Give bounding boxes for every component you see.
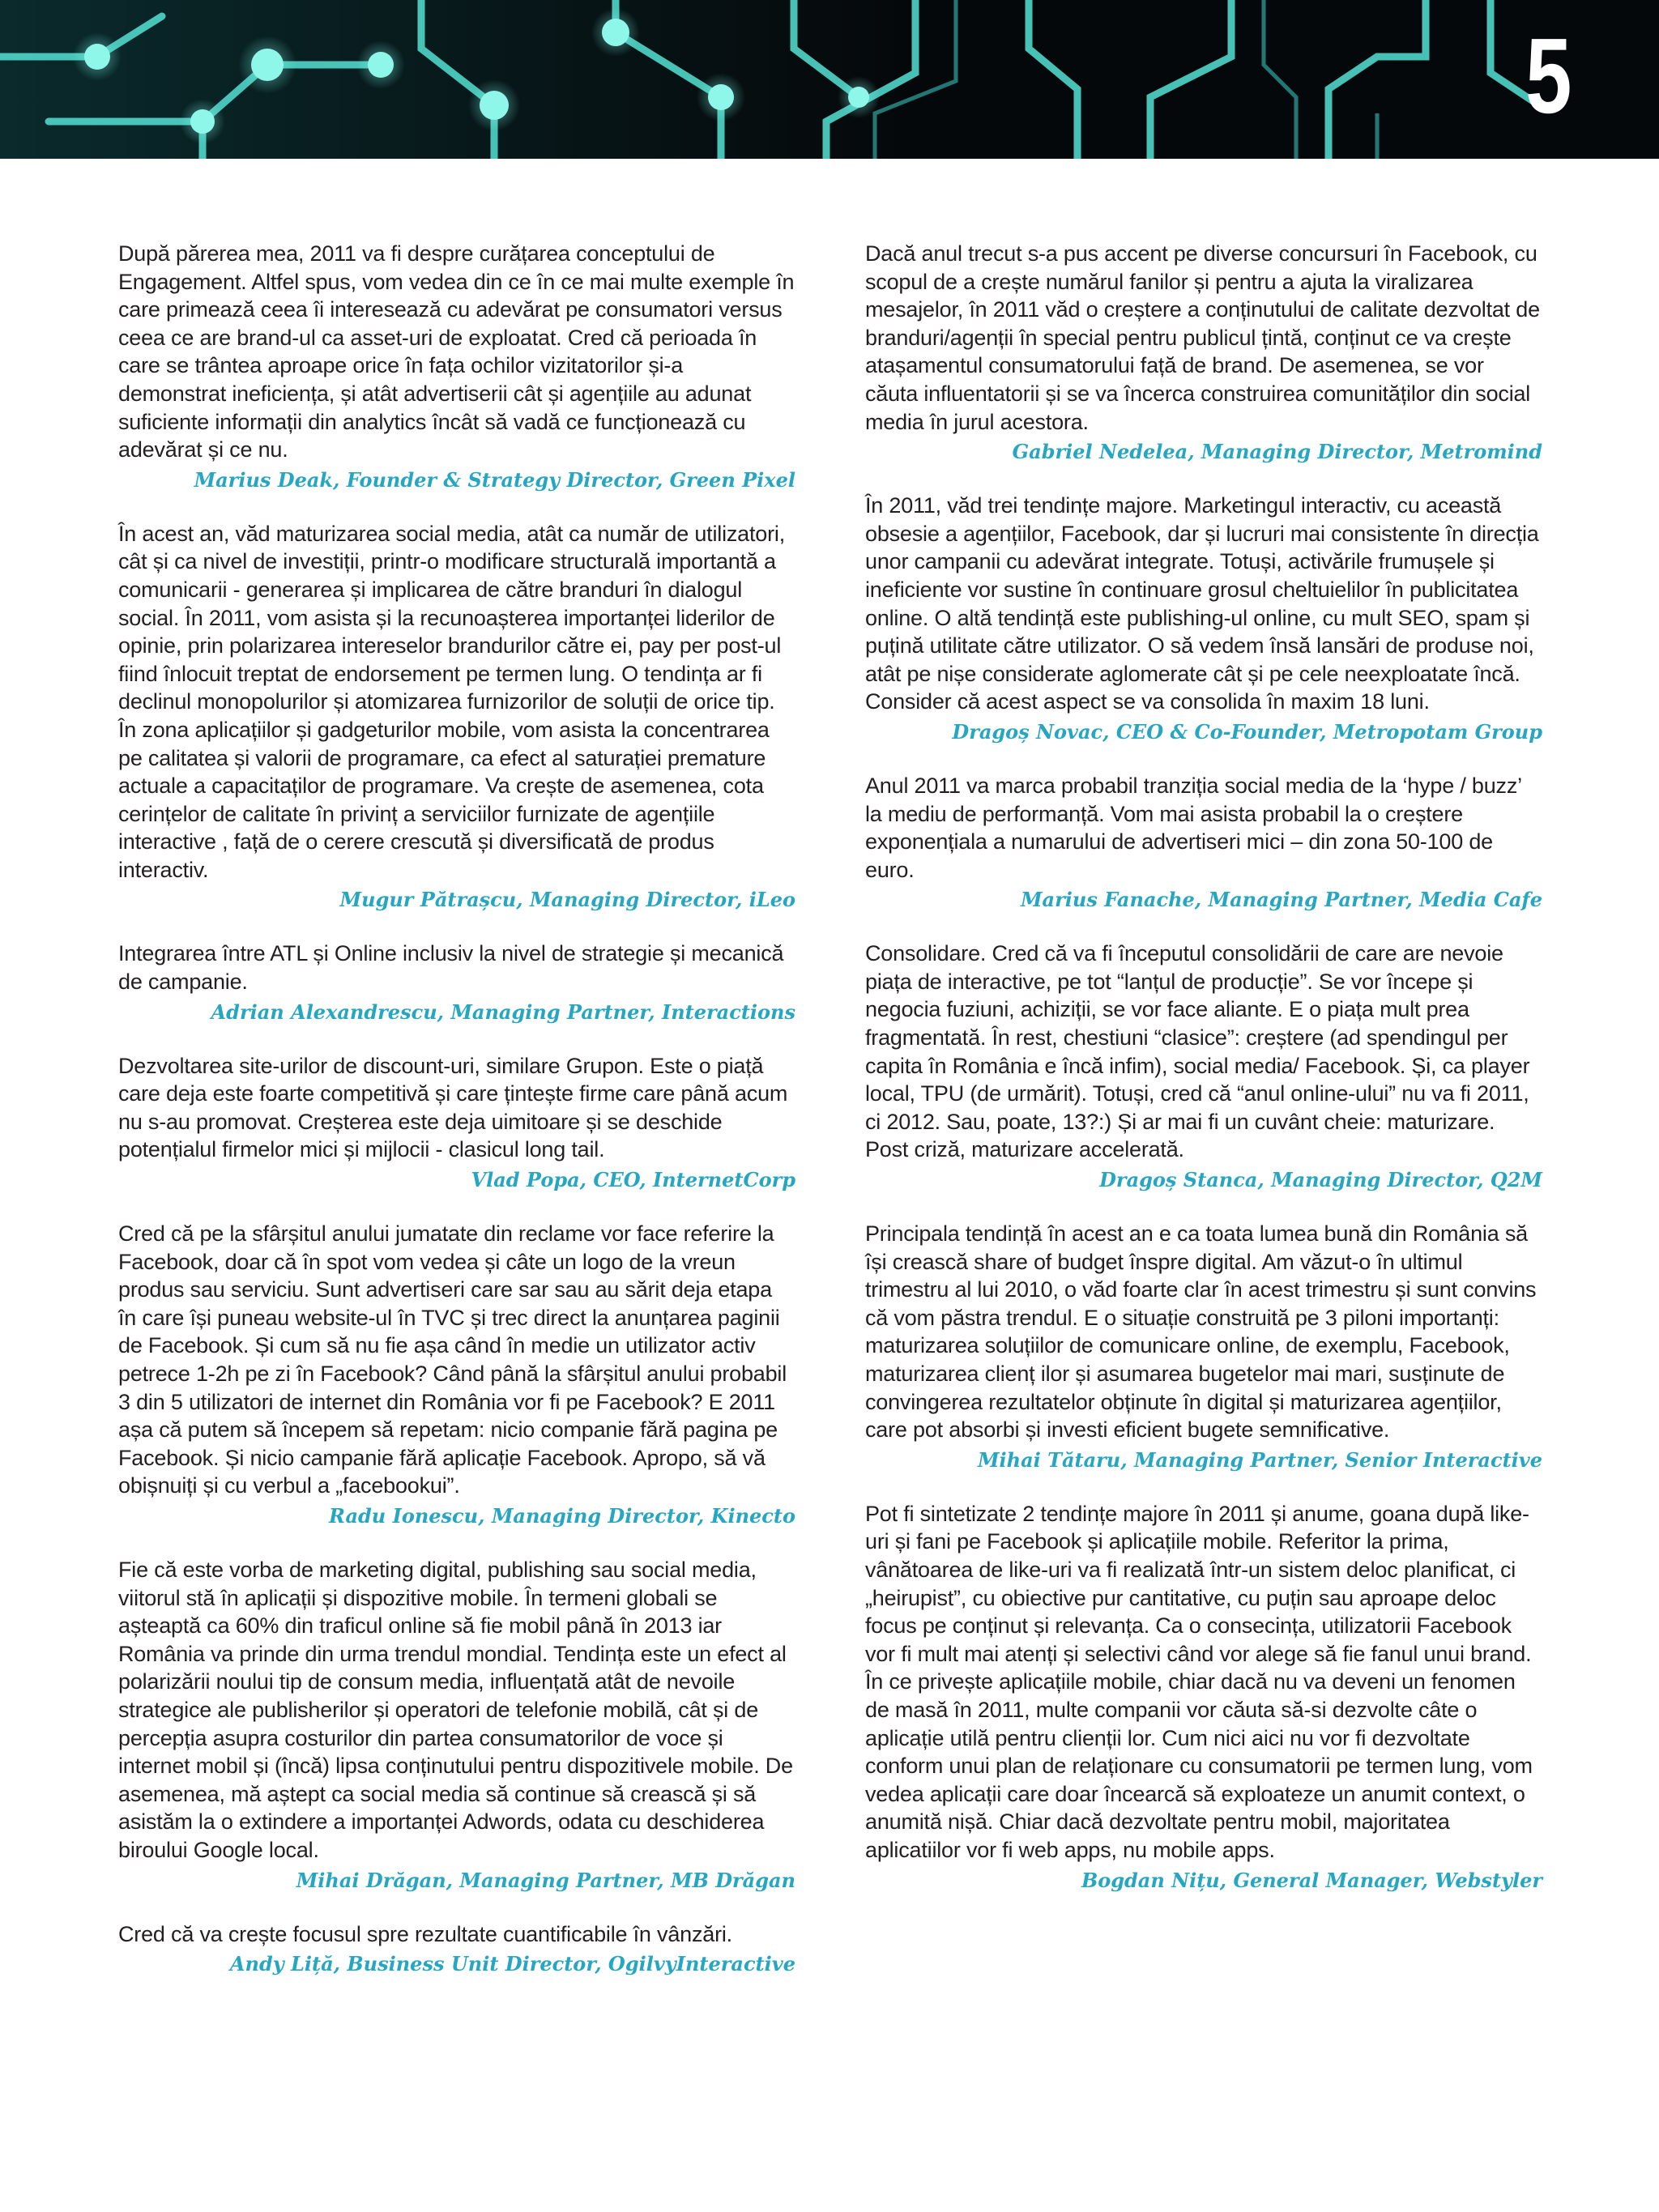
quote-block bbox=[865, 940, 1542, 1194]
left-column bbox=[118, 240, 795, 2004]
quote-author: Andy Liță, Business Unit Director, OgilvyInteractive bbox=[229, 1952, 795, 1976]
quote-author: Marius Deak, Founder & Strategy Director, Green Pixel bbox=[194, 467, 795, 492]
quote-block bbox=[865, 772, 1542, 914]
quote-text: Anul 2011 va marca probabil tranziția social media de la ‘hype / buzz’ la mediu de performanță. Vom mai asista probabil la o creștere exponențiala a numarului de advertiseri mici – din zona 50-100 de euro. bbox=[865, 773, 1521, 882]
quote-text: Consolidare. Cred că va fi începutul consolidării de care are nevoie piața de interactive, pe tot “lanțul de producție”. Se vor începe și negocia fuziuni, achiziții, se vor face aliante. E o piața mult prea fragmentată. În rest, chestiuni “clasice”: creștere (ad spendingul per capita în România e încă infim), social media/ Facebook. Și, ca player local, TPU (de urmărit). Totuși, cred că “anul online-ului” nu va fi 2011, ci 2012. Sau, poate, 13?:) Și ar mai fi un cuvânt cheie: maturizare. Post criză, maturizare accelerată. bbox=[865, 941, 1530, 1162]
quote-text: Cred că va crește focusul spre rezultate cuantificabile în vânzări. bbox=[118, 1921, 732, 1946]
page-number: 5 bbox=[1525, 16, 1572, 135]
quote-text: Dezvoltarea site-urilor de discount-uri, similare Grupon. Este o piață care deja este foarte competitivă și care țintește firme care până acum nu s-au promovat. Creșterea este deja uimitoare și se deschide potențialul firmelor mici și mijlocii - clasicul long tail. bbox=[118, 1053, 788, 1162]
quote-text: Dacă anul trecut s-a pus accent pe diverse concursuri în Facebook, cu scopul de a crește numărul fanilor și pentru a ajuta la viralizarea mesajelor, în 2011 văd o creștere a conținutului de calitate dezvoltat de branduri/agenții în special pentru publicul țintă, conținut ce va crește atașamentul consumatorului față de brand. De asemenea, se vor căuta influentatorii și se va încerca construirea comunităților din social media în jurul acestora. bbox=[865, 241, 1540, 434]
quote-block bbox=[118, 240, 795, 494]
quote-author: Gabriel Nedelea, Managing Director, Metromind bbox=[1012, 440, 1542, 464]
quote-text: Integrarea între ATL și Online inclusiv la nivel de strategie și mecanică de campanie. bbox=[118, 941, 784, 995]
quote-author: Vlad Popa, CEO, InternetCorp bbox=[471, 1168, 795, 1192]
quote-text: Pot fi sintetizate 2 tendințe majore în 2011 și anume, goana după like-uri și fani pe Facebook și aplicațiile mobile. Referitor la prima, vânătoarea de like-uri va fi realizată într-un sistem deloc planificat, ci „heirupist”, cu obiective pur cantitative, cu puțin sau aproape deloc focus pe conținut și relevanța. Ca o consecința, utilizatorii Facebook vor fi mult mai atenți și selectivi când vor alege să fie fanul unui brand. În ce privește aplicațiile mobile, chiar dacă nu va deveni un fenomen de masă în 2011, multe companii vor căuta să-si dezvolte câte o aplicație utilă pentru clienții lor. Cum nici aici nu vor fi dezvoltate conform unui plan de relaționare cu consumatorii pe termen lung, vom vedea aplicații care doar încearcă să exploateze un anumit context, o anumită nișă. Chiar dacă dezvoltate pentru mobil, majoritatea aplicatiilor vor fi web apps, nu mobile apps. bbox=[865, 1501, 1533, 1862]
quote-block bbox=[118, 1220, 795, 1530]
quote-block bbox=[118, 1052, 795, 1194]
quote-text: După părerea mea, 2011 va fi despre curățarea conceptului de Engagement. Altfel spus, vom vedea din ce în ce mai multe exemple în care primează ceea îi interesează cu adevărat pe consumatori versus ceea ce are brand-ul ca asset-uri de exploatat. Cred că perioada în care se trântea aproape orice în fața ochilor vizitatorilor și-a demonstrat ineficiența, și atât advertiserii cât și agențiile au adunat suficiente informații din analytics încât să vadă ce funcționează cu adevărat și ce nu. bbox=[118, 241, 795, 462]
quote-text: Cred că pe la sfârșitul anului jumatate din reclame vor face referire la Facebook, doar că în spot vom vedea și câte un logo de la vreun produs sau serviciu. Sunt advertiseri care sar sau au sărit deja etapa în care își puneau website-ul în TVC și trec direct la anunțarea paginii de Facebook. Și cum să nu fie așa când în medie un utilizator activ petrece 1-2h pe zi în Facebook? Când până la sfârșitul anului probabil 3 din 5 utilizatori de internet din România vor fi pe Facebook? E 2011 așa că putem să începem să repetam: nicio companie fără pagina pe Facebook. Și nicio campanie fără aplicație Facebook. Apropo, să vă obișnuiți și cu verbul a „facebookui”. bbox=[118, 1221, 787, 1498]
quote-author: Mihai Tătaru, Managing Partner, Senior Interactive bbox=[977, 1447, 1542, 1472]
quote-block bbox=[865, 240, 1542, 466]
quote-text: Principala tendință în acest an e ca toata lumea bună din România să își crească share of budget înspre digital. Am văzut-o în ultimul trimestru al lui 2010, o văd foarte clar în acest trimestru și sunt convins că vom păstra trendul. E o situație construită pe 3 piloni importanți: maturizarea soluțiilor de comunicare online, de exemplu, Facebook, maturizarea clienț ilor și asumarea bugetelor mai mari, susținute de convingerea rezultatelor obținute în digital și maturizarea agențiilor, care pot absorbi și investi eficient bugete semnificative. bbox=[865, 1221, 1537, 1443]
quote-block bbox=[118, 940, 795, 1025]
quote-block bbox=[865, 492, 1542, 746]
quote-block bbox=[865, 1220, 1542, 1474]
quote-author: Dragoș Novac, CEO & Co-Founder, Metropotam Group bbox=[952, 719, 1542, 744]
header-banner bbox=[0, 0, 1659, 159]
quote-block bbox=[118, 1920, 795, 1979]
quote-text: În acest an, văd maturizarea social media, atât ca număr de utilizatori, cât și ca nivel de investiții, printr-o modificare structurală importantă a comunicarii - generarea și implicarea de către branduri în dialogul social. În 2011, vom asista și la recunoașterea importanței liderilor de opinie, prin polarizarea intereselor brandurilor către ei, pay per post-ul fiind înlocuit treptat de endorsement pe termen lung. O tendința ar fi declinul monopolurilor și atomizarea furnizorilor de soluții de orice tip. În zona aplicațiilor și gadgeturilor mobile, vom asista la concentrarea pe calitatea și valorii de programare, ca efect al saturației premature actuale a capacitaților de programare. Va crește de asemenea, cota cerințelor de calitate în privinț a serviciilor furnizate de agențiile interactive , față de o cerere crescută și diversificată de produs interactiv. bbox=[118, 521, 786, 882]
quote-block bbox=[118, 520, 795, 914]
quote-author: Marius Fanache, Managing Partner, Media Cafe bbox=[1020, 888, 1542, 912]
circuit-board-graphic bbox=[0, 0, 1659, 159]
quote-text: Fie că este vorba de marketing digital, publishing sau social media, viitorul stă în aplicații și dispozitive mobile. În termeni globali se așteaptă ca 60% din traficul online să fie mobil până în 2013 iar România va prinde din urma trendul mondial. Tendința este un efect al polarizării noului tip de consum media, influențată atât de nevoile strategice ale publisherilor și operatori de telefonie mobilă, cât și de percepția asupra costurilor din partea consumatorilor de voce și internet mobil și (încă) lipsa conținutului pentru dispozitivele mobile. De asemenea, mă aștept ca social media să continue să crească și să asistăm la o extindere a importanței Adwords, odata cu deschiderea biroului Google local. bbox=[118, 1557, 793, 1862]
quote-author: Bogdan Nițu, General Manager, Webstyler bbox=[1081, 1868, 1542, 1892]
quote-author: Mihai Drăgan, Managing Partner, MB Drăgan bbox=[296, 1868, 795, 1892]
right-column bbox=[865, 240, 1542, 1920]
quote-block bbox=[865, 1500, 1542, 1894]
quote-author: Adrian Alexandrescu, Managing Partner, Interactions bbox=[211, 999, 795, 1024]
quote-text: În 2011, văd trei tendințe majore. Marketingul interactiv, cu această obsesie a agențiilor, Facebook, dar și lucruri mai consistente în direcția unor campanii cu adevărat integrate. Totuși, activările frumușele și ineficiente vor sustine în continuare grosul cheltuielilor în publicitatea online. O altă tendință este publishing-ul online, cu mult SEO, spam și puțină utilitate către utilizator. O să vedem însă lansări de produse noi, atât pe nișe considerate aglomerate cât și pe cele neexploatate încă. Consider că acest aspect se va consolida în maxim 18 luni. bbox=[865, 493, 1539, 714]
quote-author: Radu Ionescu, Managing Director, Kinecto bbox=[328, 1503, 795, 1528]
quote-author: Mugur Pătrașcu, Managing Director, iLeo bbox=[339, 888, 795, 912]
quote-block bbox=[118, 1556, 795, 1894]
quote-author: Dragoș Stanca, Managing Director, Q2M bbox=[1099, 1168, 1542, 1192]
